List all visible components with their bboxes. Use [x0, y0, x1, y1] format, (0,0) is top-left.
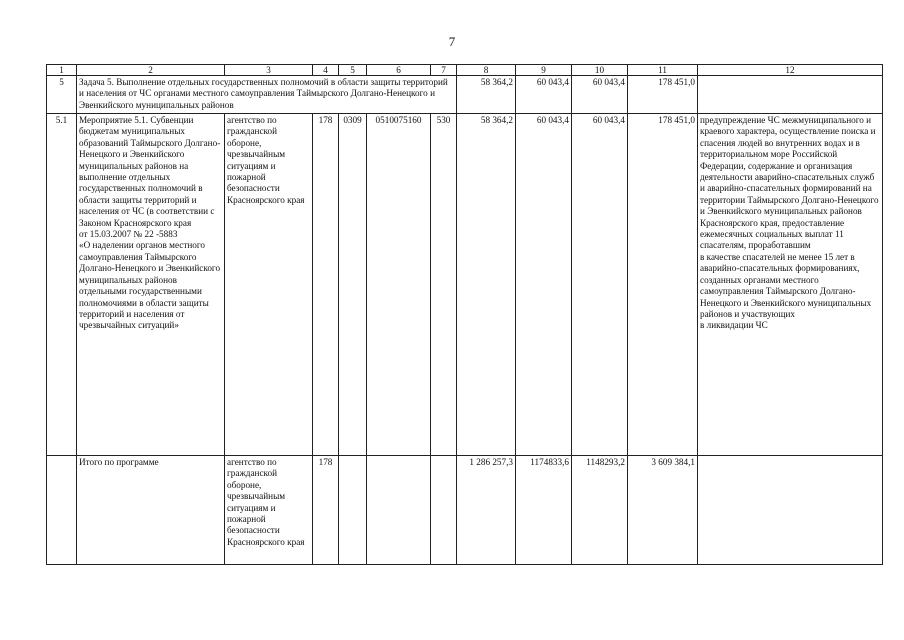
task-row — [47, 76, 883, 114]
column-number: 1 — [47, 65, 77, 76]
measure-row — [47, 114, 883, 456]
total-col5 — [339, 456, 367, 565]
measure-col6: 0510075160 — [367, 114, 431, 456]
task-title: Задача 5. Выполнение отдельных государственных полномочий в области защиты территорий и населения от ЧС органами местного самоуправления Таймырского Долгано-Ненецкого и Эвенкийского муниципальных районов — [77, 76, 457, 114]
total-amount-total: 3 609 384,1 — [628, 456, 698, 565]
measure-amount-col10: 60 043,4 — [572, 114, 628, 456]
measure-amount-col9: 60 043,4 — [516, 114, 572, 456]
column-number-row — [47, 65, 883, 76]
task-amount-total: 178 451,0 — [628, 76, 698, 114]
total-number — [47, 456, 77, 565]
measure-col5: 0309 — [339, 114, 367, 456]
task-amount-col8: 58 364,2 — [457, 76, 516, 114]
column-number: 7 — [431, 65, 457, 76]
column-number: 4 — [313, 65, 339, 76]
measure-amount-total: 178 451,0 — [628, 114, 698, 456]
total-row — [47, 456, 883, 565]
measure-name: Мероприятие 5.1. Субвенции бюджетам муниципальных образований Таймырского Долгано-Ненецкого и Эвенкийского муниципальных районов на выполнение отдельных государственных полномочий в области защиты территорий и населения от ЧС (в соответствии с Законом Красноярского края от 15.03.2007 № 22 -5883 «О наделении органов местного самоуправления Таймырского Долгано-Ненецкого и Эвенкийского муниципальных районов отдельными государственными полномочиями в области защиты территорий и населения от чрезвычайных ситуаций» — [77, 114, 225, 456]
column-number: 8 — [457, 65, 516, 76]
column-number: 12 — [698, 65, 883, 76]
total-col7 — [431, 456, 457, 565]
column-number: 5 — [339, 65, 367, 76]
total-result — [698, 456, 883, 565]
column-number: 9 — [516, 65, 572, 76]
total-amount-col8: 1 286 257,3 — [457, 456, 516, 565]
total-executor: агентство по гражданской обороне, чрезвычайным ситуациям и пожарной безопасности Красноярского края — [225, 456, 313, 565]
column-number: 10 — [572, 65, 628, 76]
column-number: 11 — [628, 65, 698, 76]
measure-executor: агентство по гражданской обороне, чрезвычайным ситуациям и пожарной безопасности Красноярского края — [225, 114, 313, 456]
budget-table — [46, 64, 883, 565]
column-number: 6 — [367, 65, 431, 76]
task-amount-col9: 60 043,4 — [516, 76, 572, 114]
task-number: 5 — [47, 76, 77, 114]
page-number: 7 — [448, 34, 456, 49]
measure-result: предупреждение ЧС межмуниципального и краевого характера, осуществление поиска и спасения людей во внутренних водах и в территориальном море Российской Федерации, содержание и организация деятельности аварийно-спасательных служб и аварийно-спасательных формирований на территории Таймырского Долгано-Ненецкого и Эвенкийского муниципальных районов Красноярского края, предоставление ежемесячных социальных выплат 11 спасателям, проработавшим в качестве спасателей не менее 15 лет в аварийно-спасательных формированиях, созданных органами местного самоуправления Таймырского Долгано-Ненецкого и Эвенкийского муниципальных районов и участвующих в ликвидации ЧС — [698, 114, 883, 456]
column-number: 2 — [77, 65, 225, 76]
measure-amount-col8: 58 364,2 — [457, 114, 516, 456]
task-result — [698, 76, 883, 114]
total-amount-col10: 1148293,2 — [572, 456, 628, 565]
task-amount-col10: 60 043,4 — [572, 76, 628, 114]
total-col4: 178 — [313, 456, 339, 565]
total-label: Итого по программе — [77, 456, 225, 565]
total-col6 — [367, 456, 431, 565]
measure-number: 5.1 — [47, 114, 77, 456]
column-number: 3 — [225, 65, 313, 76]
total-amount-col9: 1174833,6 — [516, 456, 572, 565]
measure-col4: 178 — [313, 114, 339, 456]
measure-col7: 530 — [431, 114, 457, 456]
